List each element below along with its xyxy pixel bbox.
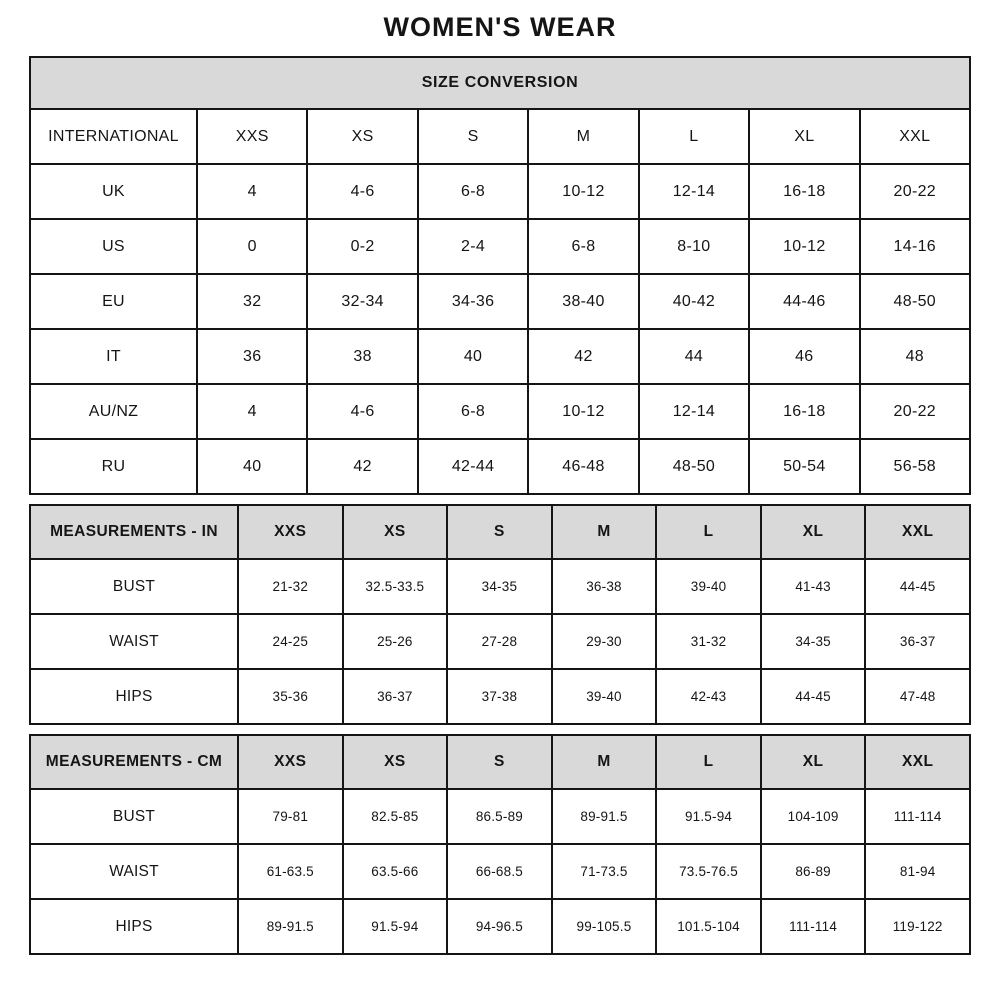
table-row-waist [30, 844, 970, 899]
row-label: BUST [30, 789, 238, 844]
column-header-row [30, 505, 970, 559]
column-header: XL [749, 109, 859, 164]
column-header: XL [761, 505, 866, 559]
size-cell: 20-22 [860, 384, 970, 439]
measure-cell: 81-94 [865, 844, 970, 899]
size-cell: 12-14 [639, 164, 749, 219]
measure-cell: 39-40 [656, 559, 761, 614]
size-cell: 6-8 [418, 384, 528, 439]
size-cell: 56-58 [860, 439, 970, 494]
measure-cell: 111-114 [865, 789, 970, 844]
column-header: XL [761, 735, 866, 789]
measure-cell: 27-28 [447, 614, 552, 669]
measurements-in-table [29, 504, 971, 725]
row-label: BUST [30, 559, 238, 614]
column-header-row [30, 735, 970, 789]
size-cell: 0-2 [307, 219, 417, 274]
row-label: WAIST [30, 614, 238, 669]
size-cell: 16-18 [749, 384, 859, 439]
size-cell: 6-8 [528, 219, 638, 274]
table-title: MEASUREMENTS - CM [30, 735, 238, 789]
size-cell: 6-8 [418, 164, 528, 219]
table-title: MEASUREMENTS - IN [30, 505, 238, 559]
size-conversion-table [29, 56, 971, 495]
column-header: L [656, 735, 761, 789]
measure-cell: 32.5-33.5 [343, 559, 448, 614]
size-cell: 34-36 [418, 274, 528, 329]
size-cell: 20-22 [860, 164, 970, 219]
size-cell: 48-50 [639, 439, 749, 494]
measure-cell: 99-105.5 [552, 899, 657, 954]
column-header: XXL [860, 109, 970, 164]
size-cell: 16-18 [749, 164, 859, 219]
size-cell: 32 [197, 274, 307, 329]
measure-cell: 36-38 [552, 559, 657, 614]
measure-cell: 31-32 [656, 614, 761, 669]
measure-cell: 86.5-89 [447, 789, 552, 844]
row-label: HIPS [30, 899, 238, 954]
size-cell: 46-48 [528, 439, 638, 494]
table-row-uk [30, 164, 970, 219]
measure-cell: 37-38 [447, 669, 552, 724]
measure-cell: 89-91.5 [238, 899, 343, 954]
measure-cell: 82.5-85 [343, 789, 448, 844]
measure-cell: 41-43 [761, 559, 866, 614]
size-cell: 46 [749, 329, 859, 384]
size-cell: 42 [307, 439, 417, 494]
size-cell: 12-14 [639, 384, 749, 439]
size-cell: 38-40 [528, 274, 638, 329]
column-header: L [639, 109, 749, 164]
measurements-cm-table [29, 734, 971, 955]
table-row-eu [30, 274, 970, 329]
measure-cell: 73.5-76.5 [656, 844, 761, 899]
column-header-row [30, 109, 970, 164]
row-label: IT [30, 329, 197, 384]
row-label: AU/NZ [30, 384, 197, 439]
size-cell: 4 [197, 384, 307, 439]
size-cell: 44 [639, 329, 749, 384]
column-header: S [447, 505, 552, 559]
measure-cell: 79-81 [238, 789, 343, 844]
size-cell: 42 [528, 329, 638, 384]
size-cell: 10-12 [528, 164, 638, 219]
measure-cell: 104-109 [761, 789, 866, 844]
measure-cell: 66-68.5 [447, 844, 552, 899]
measure-cell: 91.5-94 [656, 789, 761, 844]
size-cell: 10-12 [528, 384, 638, 439]
row-label: US [30, 219, 197, 274]
size-cell: 2-4 [418, 219, 528, 274]
size-cell: 10-12 [749, 219, 859, 274]
size-cell: 40 [418, 329, 528, 384]
column-header: XXL [865, 735, 970, 789]
column-header: L [656, 505, 761, 559]
measure-cell: 94-96.5 [447, 899, 552, 954]
size-cell: 4-6 [307, 384, 417, 439]
row-label: RU [30, 439, 197, 494]
column-header: XXS [238, 505, 343, 559]
measure-cell: 34-35 [447, 559, 552, 614]
column-header: M [528, 109, 638, 164]
measure-cell: 21-32 [238, 559, 343, 614]
column-header: M [552, 505, 657, 559]
table-row-us [30, 219, 970, 274]
measure-cell: 24-25 [238, 614, 343, 669]
measure-cell: 111-114 [761, 899, 866, 954]
measure-cell: 39-40 [552, 669, 657, 724]
table-row-aunz [30, 384, 970, 439]
measure-cell: 63.5-66 [343, 844, 448, 899]
measure-cell: 36-37 [865, 614, 970, 669]
size-cell: 42-44 [418, 439, 528, 494]
column-header: S [447, 735, 552, 789]
size-conversion-banner: SIZE CONVERSION [30, 57, 970, 109]
size-cell: 0 [197, 219, 307, 274]
size-cell: 36 [197, 329, 307, 384]
size-cell: 40 [197, 439, 307, 494]
table-row-bust [30, 559, 970, 614]
table-row-ru [30, 439, 970, 494]
size-cell: 50-54 [749, 439, 859, 494]
size-cell: 4 [197, 164, 307, 219]
measure-cell: 25-26 [343, 614, 448, 669]
measure-cell: 34-35 [761, 614, 866, 669]
measure-cell: 119-122 [865, 899, 970, 954]
measure-cell: 36-37 [343, 669, 448, 724]
column-header: INTERNATIONAL [30, 109, 197, 164]
measure-cell: 71-73.5 [552, 844, 657, 899]
table-row-hips [30, 899, 970, 954]
measure-cell: 47-48 [865, 669, 970, 724]
size-chart-sheet [29, 0, 971, 955]
measure-cell: 35-36 [238, 669, 343, 724]
measure-cell: 61-63.5 [238, 844, 343, 899]
column-header: XXS [197, 109, 307, 164]
table-row-hips [30, 669, 970, 724]
size-cell: 14-16 [860, 219, 970, 274]
measure-cell: 86-89 [761, 844, 866, 899]
measure-cell: 89-91.5 [552, 789, 657, 844]
column-header: XS [307, 109, 417, 164]
row-label: UK [30, 164, 197, 219]
column-header: XS [343, 735, 448, 789]
measure-cell: 42-43 [656, 669, 761, 724]
size-cell: 48-50 [860, 274, 970, 329]
measure-cell: 44-45 [761, 669, 866, 724]
measure-cell: 29-30 [552, 614, 657, 669]
column-header: S [418, 109, 528, 164]
column-header: M [552, 735, 657, 789]
column-header: XXS [238, 735, 343, 789]
measure-cell: 44-45 [865, 559, 970, 614]
table-banner-row [30, 57, 970, 109]
size-cell: 4-6 [307, 164, 417, 219]
measure-cell: 91.5-94 [343, 899, 448, 954]
size-cell: 48 [860, 329, 970, 384]
table-row-it [30, 329, 970, 384]
size-cell: 40-42 [639, 274, 749, 329]
size-cell: 8-10 [639, 219, 749, 274]
row-label: EU [30, 274, 197, 329]
size-cell: 32-34 [307, 274, 417, 329]
row-label: WAIST [30, 844, 238, 899]
size-cell: 38 [307, 329, 417, 384]
page-title: WOMEN'S WEAR [383, 12, 617, 42]
column-header: XXL [865, 505, 970, 559]
size-cell: 44-46 [749, 274, 859, 329]
row-label: HIPS [30, 669, 238, 724]
table-row-bust [30, 789, 970, 844]
column-header: XS [343, 505, 448, 559]
table-row-waist [30, 614, 970, 669]
measure-cell: 101.5-104 [656, 899, 761, 954]
